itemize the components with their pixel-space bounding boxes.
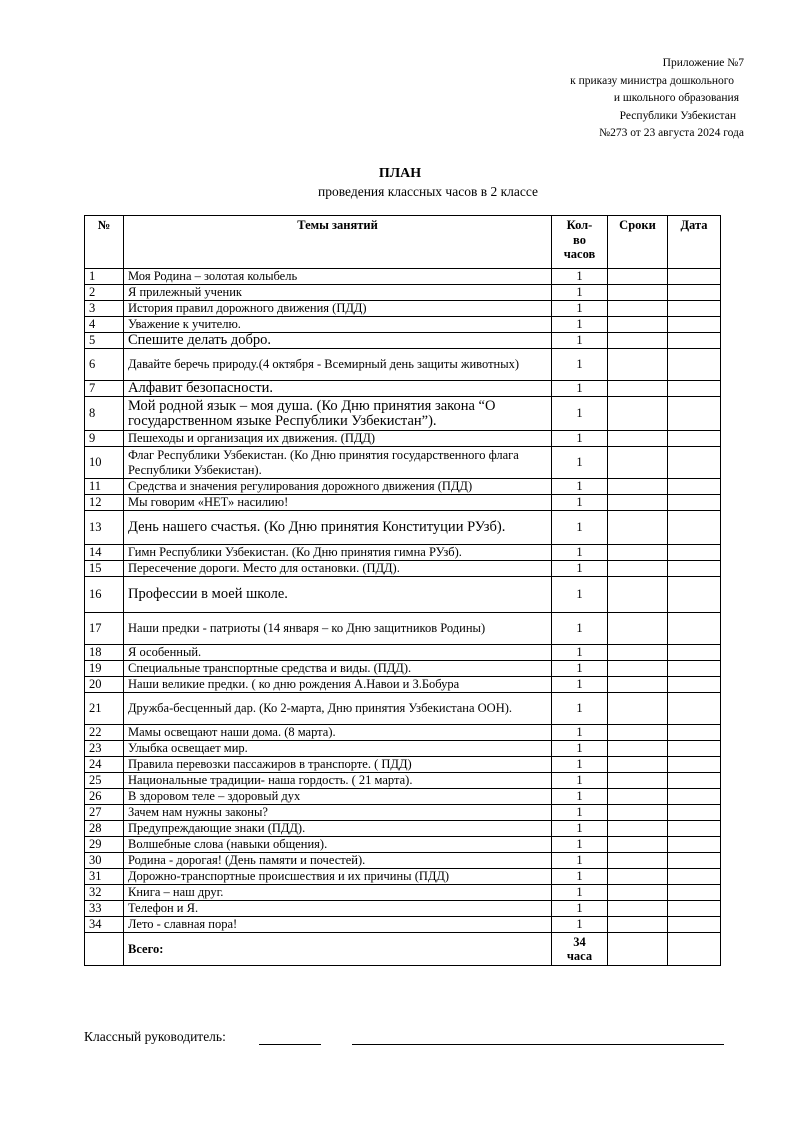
row-date [668,661,721,677]
row-hours: 1 [552,495,608,511]
table-row [85,349,721,381]
row-number: 13 [85,511,124,545]
table-header-row [85,216,721,269]
row-topic: Давайте беречь природу.(4 октября - Всемирный день защиты животных) [124,349,552,381]
row-term [608,837,668,853]
row-date [668,381,721,397]
row-term [608,545,668,561]
table-row [85,917,721,933]
row-number: 3 [85,301,124,317]
row-hours: 1 [552,645,608,661]
row-date [668,837,721,853]
row-number: 9 [85,431,124,447]
row-number: 21 [85,693,124,725]
row-term [608,917,668,933]
row-term [608,773,668,789]
row-number: 28 [85,821,124,837]
row-date [668,397,721,431]
table-row [85,837,721,853]
row-hours: 1 [552,397,608,431]
table-row [85,317,721,333]
row-term [608,741,668,757]
table-row [85,381,721,397]
table-row [85,725,721,741]
row-hours: 1 [552,869,608,885]
row-term [608,381,668,397]
row-topic: Флаг Республики Узбекистан. (Ко Дню принятия государственного флага Республики Узбекистан). [124,447,552,479]
table-row [85,333,721,349]
row-topic: Мы говорим «НЕТ» насилию! [124,495,552,511]
row-hours: 1 [552,577,608,613]
row-term [608,577,668,613]
row-number: 17 [85,613,124,645]
row-topic: Наши предки - патриоты (14 января – ко Дню защитников Родины) [124,613,552,645]
row-term [608,511,668,545]
row-date [668,821,721,837]
row-hours: 1 [552,677,608,693]
row-date [668,495,721,511]
row-hours: 1 [552,349,608,381]
row-number: 27 [85,805,124,821]
row-number: 6 [85,349,124,381]
approval-line: Республики Узбекистан [619,109,736,122]
table-row [85,805,721,821]
row-topic: Профессии в моей школе. [124,577,552,613]
row-hours: 1 [552,789,608,805]
row-term [608,693,668,725]
row-hours: 1 [552,479,608,495]
approval-line: к приказу министра дошкольного [570,74,734,87]
row-topic: Гимн Республики Узбекистан. (Ко Дню принятия гимна РУзб). [124,545,552,561]
row-date [668,693,721,725]
row-hours: 1 [552,661,608,677]
row-topic: Специальные транспортные средства и виды. (ПДД). [124,661,552,677]
row-date [668,789,721,805]
table-row [85,869,721,885]
row-hours: 1 [552,773,608,789]
row-date [668,285,721,301]
row-hours: 1 [552,511,608,545]
row-date [668,333,721,349]
row-date [668,577,721,613]
row-topic: Зачем нам нужны законы? [124,805,552,821]
total-label: Всего: [124,933,552,966]
row-hours: 1 [552,301,608,317]
document-subtitle: проведения классных часов в 2 классе [318,184,538,199]
row-number: 32 [85,885,124,901]
row-hours: 1 [552,545,608,561]
row-date [668,645,721,661]
row-term [608,613,668,645]
row-term [608,495,668,511]
row-date [668,317,721,333]
row-term [608,269,668,285]
row-topic: Книга – наш друг. [124,885,552,901]
row-term [608,285,668,301]
row-topic: Уважение к учителю. [124,317,552,333]
row-date [668,545,721,561]
table-row [85,447,721,479]
approval-line: №273 от 23 августа 2024 года [599,127,744,139]
row-hours: 1 [552,381,608,397]
row-term [608,349,668,381]
row-hours: 1 [552,757,608,773]
approval-line: и школьного образования [613,92,739,104]
row-hours: 1 [552,431,608,447]
table-row [85,577,721,613]
row-hours: 1 [552,821,608,837]
row-topic: Мой родной язык – моя душа. (Ко Дню принятия закона “О государственном языке Республики Узбекистан”). [124,397,552,431]
table-row [85,853,721,869]
row-date [668,773,721,789]
row-number: 12 [85,495,124,511]
table-row [85,821,721,837]
row-number: 23 [85,741,124,757]
row-term [608,301,668,317]
table-body [85,269,721,933]
row-topic: Улыбка освещает мир. [124,741,552,757]
row-hours: 1 [552,561,608,577]
row-number: 19 [85,661,124,677]
row-date [668,677,721,693]
row-term [608,789,668,805]
row-topic: Пересечение дороги. Место для остановки. (ПДД). [124,561,552,577]
row-topic: Спешите делать добро. [124,333,552,349]
footer-label: Классный руководитель: [84,1029,226,1044]
table-row [85,885,721,901]
row-term [608,333,668,349]
row-topic: Телефон и Я. [124,901,552,917]
name-line [352,1044,724,1045]
table-row [85,741,721,757]
row-number: 34 [85,917,124,933]
row-hours: 1 [552,333,608,349]
total-date-cell [668,933,721,966]
approval-line: Приложение №7 [662,57,744,69]
table-row [85,757,721,773]
row-date [668,757,721,773]
row-term [608,397,668,431]
row-term [608,821,668,837]
table-row [85,511,721,545]
row-date [668,349,721,381]
row-hours: 1 [552,885,608,901]
plan-table [84,215,721,966]
row-term [608,885,668,901]
row-topic: Дорожно-транспортные происшествия и их причины (ПДД) [124,869,552,885]
row-hours: 1 [552,917,608,933]
row-date [668,805,721,821]
header-date: Дата [668,216,721,269]
row-term [608,317,668,333]
total-hours [552,933,608,966]
table-row [85,495,721,511]
row-term [608,853,668,869]
header-number: № [85,216,124,269]
total-empty-cell [85,933,124,966]
row-term [608,561,668,577]
total-term-cell [608,933,668,966]
row-term [608,869,668,885]
row-term [608,479,668,495]
row-number: 30 [85,853,124,869]
row-term [608,805,668,821]
row-topic: В здоровом теле – здоровый дух [124,789,552,805]
table-row [85,545,721,561]
row-number: 5 [85,333,124,349]
row-date [668,479,721,495]
row-hours: 1 [552,269,608,285]
header-topic: Темы занятий [124,216,552,269]
row-number: 16 [85,577,124,613]
row-number: 4 [85,317,124,333]
row-term [608,661,668,677]
row-topic: Средства и значения регулирования дорожного движения (ПДД) [124,479,552,495]
row-hours: 1 [552,837,608,853]
row-number: 26 [85,789,124,805]
row-number: 2 [85,285,124,301]
table-row [85,789,721,805]
header-hours-line: часов [563,247,596,261]
row-topic: Волшебные слова (навыки общения). [124,837,552,853]
row-number: 20 [85,677,124,693]
row-topic: Я особенный. [124,645,552,661]
row-topic: Лето - славная пора! [124,917,552,933]
header-term: Сроки [608,216,668,269]
row-term [608,901,668,917]
row-topic: Предупреждающие знаки (ПДД). [124,821,552,837]
row-date [668,917,721,933]
table-row [85,661,721,677]
row-date [668,725,721,741]
approval-block [570,55,744,143]
row-term [608,677,668,693]
row-date [668,511,721,545]
row-number: 18 [85,645,124,661]
row-topic: Наши великие предки. ( ко дню рождения А.Навои и З.Бобура [124,677,552,693]
row-topic: Родина - дорогая! (День памяти и почестей). [124,853,552,869]
row-term [608,447,668,479]
row-hours: 1 [552,317,608,333]
table-row [85,431,721,447]
row-number: 24 [85,757,124,773]
row-topic: Национальные традиции- наша гордость. ( 21 марта). [124,773,552,789]
table-row [85,397,721,431]
table-row [85,479,721,495]
row-date [668,431,721,447]
row-term [608,431,668,447]
row-topic: Я прилежный ученик [124,285,552,301]
table-row [85,285,721,301]
total-row [85,933,721,966]
row-date [668,885,721,901]
row-hours: 1 [552,725,608,741]
document-title: ПЛАН [378,166,422,181]
row-number: 25 [85,773,124,789]
row-number: 33 [85,901,124,917]
row-number: 14 [85,545,124,561]
row-hours: 1 [552,447,608,479]
table-row [85,269,721,285]
row-date [668,613,721,645]
row-number: 29 [85,837,124,853]
row-date [668,741,721,757]
row-hours: 1 [552,693,608,725]
header-hours-line: во [573,232,586,247]
signature-line [259,1044,321,1045]
row-number: 11 [85,479,124,495]
row-term [608,757,668,773]
row-number: 10 [85,447,124,479]
table-row [85,301,721,317]
row-number: 8 [85,397,124,431]
row-date [668,447,721,479]
row-hours: 1 [552,741,608,757]
row-date [668,561,721,577]
table-row [85,645,721,661]
row-date [668,869,721,885]
table-row [85,693,721,725]
row-topic: Мамы освещают наши дома. (8 марта). [124,725,552,741]
row-topic: Алфавит безопасности. [124,381,552,397]
total-hours-value: 34 [573,934,586,949]
row-topic: День нашего счастья. (Ко Дню принятия Конституции РУзб). [124,511,552,545]
row-number: 22 [85,725,124,741]
table-row [85,613,721,645]
total-hours-unit: часа [566,949,593,963]
row-topic: Пешеходы и организация их движения. (ПДД) [124,431,552,447]
row-date [668,301,721,317]
row-hours: 1 [552,805,608,821]
table-row [85,901,721,917]
row-hours: 1 [552,853,608,869]
row-number: 15 [85,561,124,577]
header-hours [552,216,608,269]
row-term [608,645,668,661]
header-hours-line: Кол- [566,218,593,232]
table-row [85,677,721,693]
row-topic: Моя Родина – золотая колыбель [124,269,552,285]
row-date [668,853,721,869]
row-number: 7 [85,381,124,397]
row-hours: 1 [552,901,608,917]
row-topic: История правил дорожного движения (ПДД) [124,301,552,317]
row-number: 31 [85,869,124,885]
row-date [668,269,721,285]
table-row [85,773,721,789]
table-row [85,561,721,577]
row-number: 1 [85,269,124,285]
row-term [608,725,668,741]
row-hours: 1 [552,613,608,645]
row-topic: Правила перевозки пассажиров в транспорте. ( ПДД) [124,757,552,773]
row-topic: Дружба-бесценный дар. (Ко 2-марта, Дню принятия Узбекистана ООН). [124,693,552,725]
row-date [668,901,721,917]
row-hours: 1 [552,285,608,301]
